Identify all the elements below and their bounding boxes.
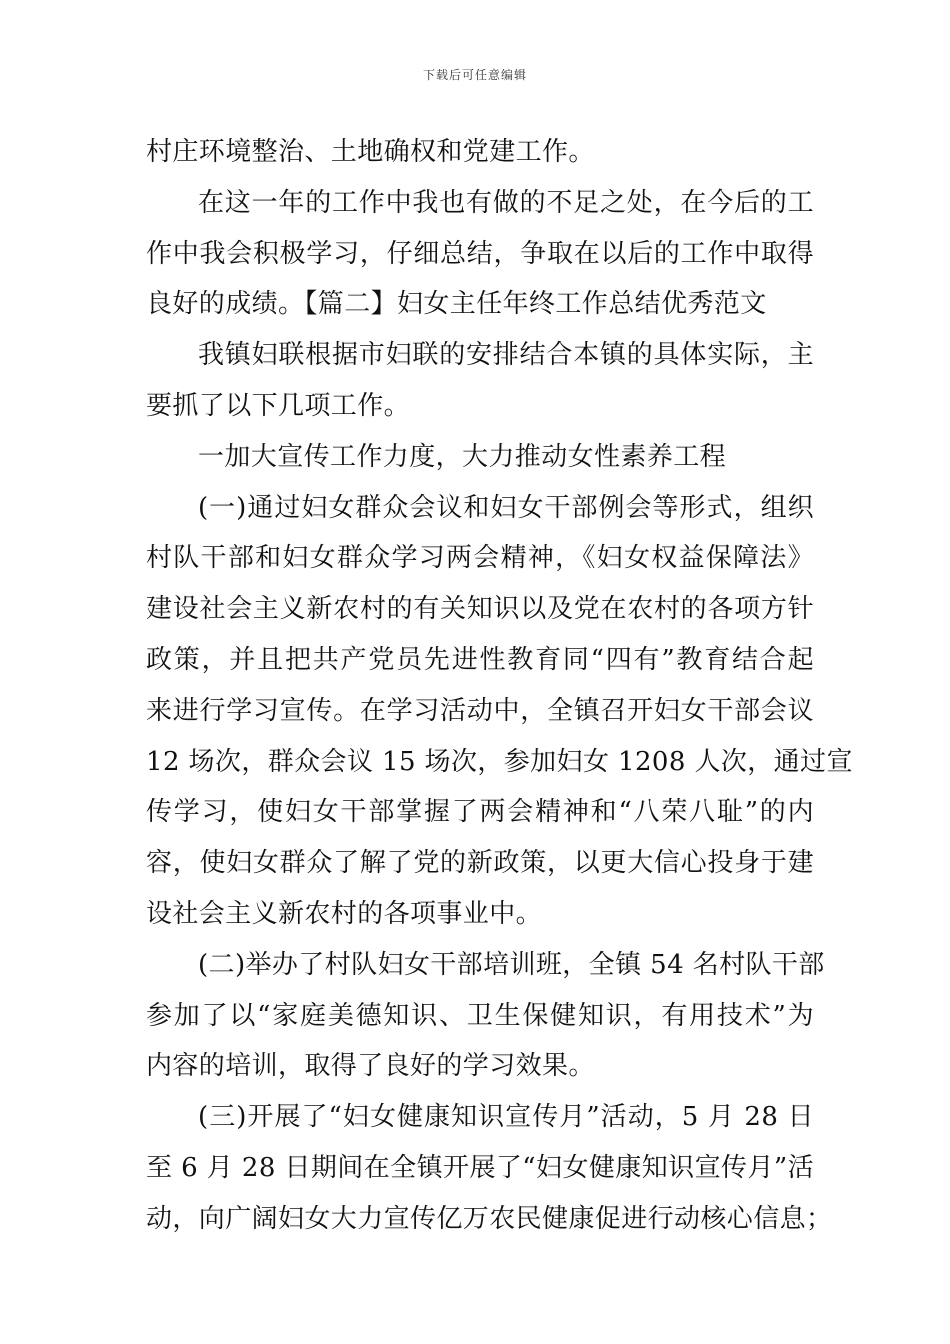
paragraph-line: 来进行学习宣传。在学习活动中，全镇召开妇女干部会议 <box>146 695 814 726</box>
paragraph-line: (三)开展了“妇女健康知识宣传月”活动，5 月 28 日 <box>198 1102 814 1133</box>
page-header: 下载后可任意编辑 <box>422 68 527 82</box>
paragraph-line: 良好的成绩。【篇二】妇女主任年终工作总结优秀范文 <box>146 289 767 320</box>
paragraph-line: 建设社会主义新农村的有关知识以及党在农村的各项方针 <box>146 594 814 625</box>
paragraph-line: 容，使妇女群众了解了党的新政策，以更大信心投身于建 <box>146 848 814 879</box>
paragraph-line: 要抓了以下几项工作。 <box>146 390 411 421</box>
paragraph-line: 我镇妇联根据市妇联的安排结合本镇的具体实际，主 <box>198 340 814 371</box>
paragraph-line: 动，向广阔妇女大力宣传亿万农民健康促进行动核心信息； <box>146 1203 833 1234</box>
paragraph-line: 内容的培训，取得了良好的学习效果。 <box>146 1051 595 1082</box>
paragraph-line: 村队干部和妇女群众学习两会精神，《妇女权益保障法》 <box>146 543 814 574</box>
paragraph-line: 传学习，使妇女干部掌握了两会精神和“八荣八耻”的内 <box>146 797 814 828</box>
document-body <box>146 127 853 1245</box>
paragraph-line: 作中我会积极学习，仔细总结，争取在以后的工作中取得 <box>146 238 814 269</box>
paragraph-line: 12 场次，群众会议 15 场次，参加妇女 1208 人次，通过宣 <box>146 746 853 777</box>
paragraph-line: 政策，并且把共产党员先进性教育同“四有”教育结合起 <box>146 644 814 675</box>
paragraph-line: (一)通过妇女群众会议和妇女干部例会等形式，组织 <box>198 492 814 523</box>
paragraph-line: 至 6 月 28 日期间在全镇开展了“妇女健康知识宣传月”活 <box>146 1152 814 1183</box>
paragraph-line: (二)举办了村队妇女干部培训班，全镇 54 名村队干部 <box>198 949 825 980</box>
paragraph-line: 设社会主义新农村的各项事业中。 <box>146 898 543 929</box>
section-heading: 一加大宣传工作力度，大力推动女性素养工程 <box>198 441 727 472</box>
paragraph-line: 村庄环境整治、土地确权和党建工作。 <box>146 137 595 167</box>
paragraph-line: 在这一年的工作中我也有做的不足之处，在今后的工 <box>198 187 814 218</box>
paragraph-line: 参加了以“家庭美德知识、卫生保健知识，有用技术”为 <box>146 1000 814 1031</box>
